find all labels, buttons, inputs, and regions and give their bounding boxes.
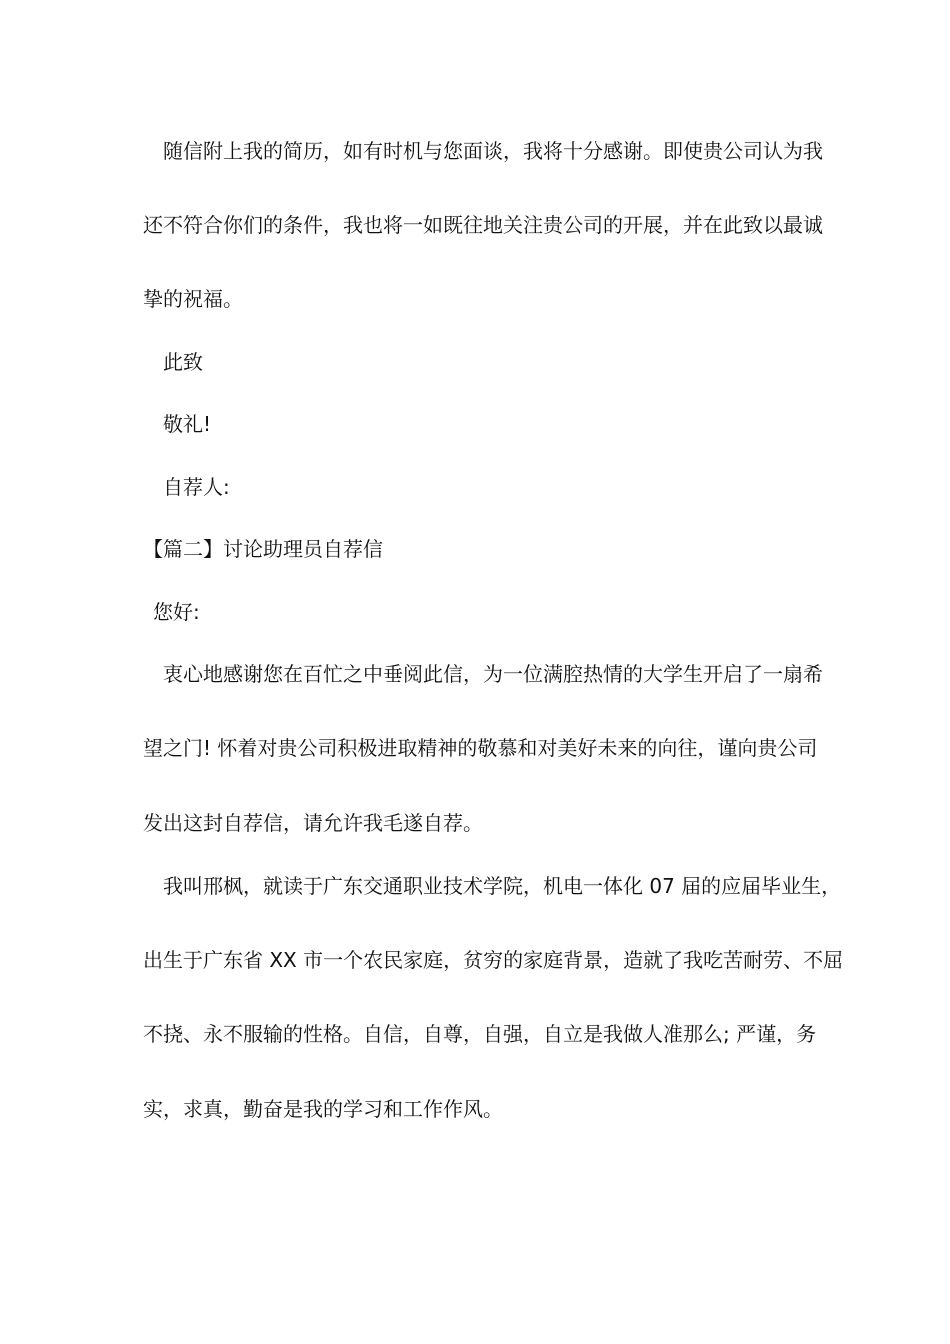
paragraph-3-line-4: 实，求真，勤奋是我的学习和工作作风。: [143, 1097, 503, 1121]
paragraph-2-line-2: 望之门! 怀着对贵公司积极进取精神的敬慕和对美好未来的向往，谨向贵公司: [143, 736, 818, 760]
paragraph-2-line-1: 衷心地感谢您在百忙之中垂阅此信，为一位满腔热情的大学生开启了一扇希: [163, 662, 823, 686]
paragraph-3-line-2: 出生于广东省 XX 市一个农民家庭，贫穷的家庭背景，造就了我吃苦耐劳、不屈: [143, 948, 844, 972]
paragraph-3-line-3: 不挠、永不服输的性格。自信，自尊，自强，自立是我做人准那么; 严谨，务: [143, 1022, 817, 1046]
paragraph-1-line-1: 随信附上我的简历，如有时机与您面谈，我将十分感谢。即使贵公司认为我: [163, 139, 823, 163]
closing-line-1: 此致: [163, 350, 203, 374]
signature-line: 自荐人:: [163, 475, 230, 499]
paragraph-2-line-3: 发出这封自荐信，请允许我毛遂自荐。: [143, 811, 483, 835]
paragraph-3-line-1: 我叫邢枫，就读于广东交通职业技术学院，机电一体化 07 届的应届毕业生，: [163, 874, 842, 898]
closing-line-2: 敬礼!: [163, 412, 212, 436]
section-heading: 【篇二】讨论助理员自荐信: [143, 537, 383, 561]
greeting-line: 您好:: [153, 600, 200, 624]
paragraph-1-line-2: 还不符合你们的条件，我也将一如既往地关注贵公司的开展，并在此致以最诚: [143, 213, 823, 237]
paragraph-1-line-3: 挚的祝福。: [143, 287, 243, 311]
